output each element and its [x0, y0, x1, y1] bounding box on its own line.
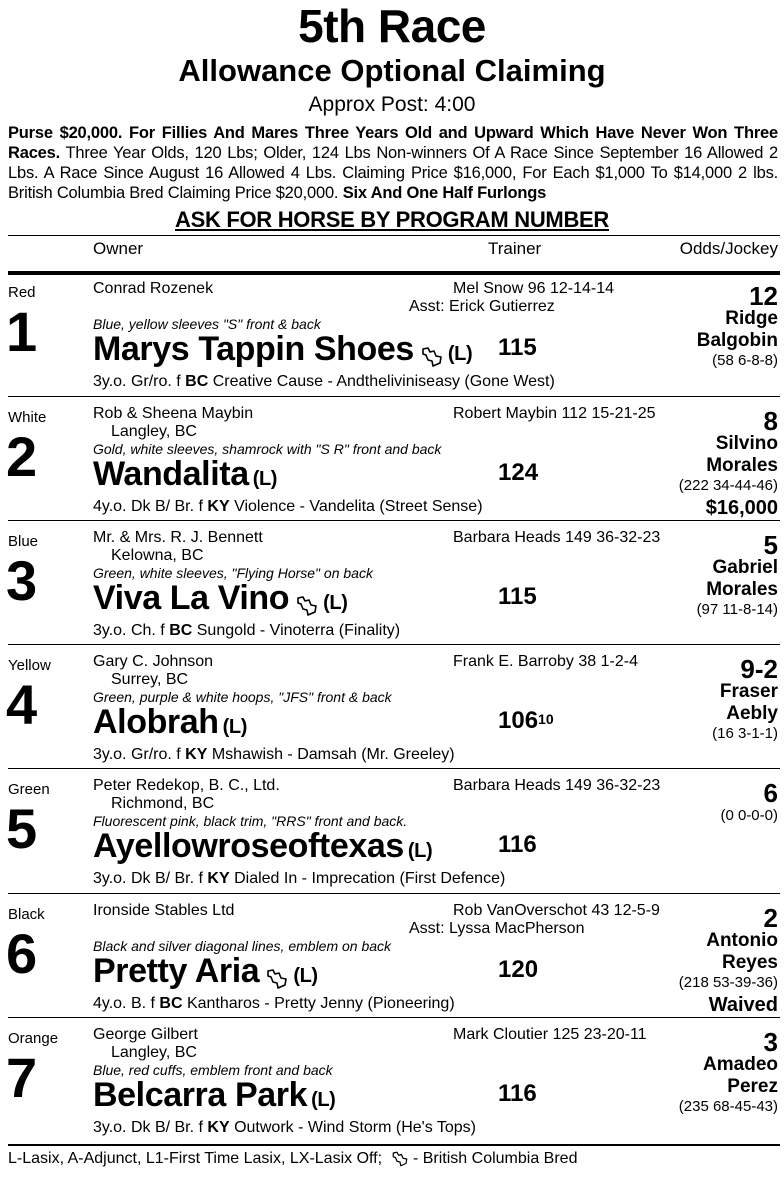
weight — [498, 831, 537, 859]
saddlecloth-color: Green — [8, 781, 50, 798]
sire-dam: Outwork - Wind Storm (He's Tops) — [229, 1119, 477, 1136]
bred-state: BC — [185, 373, 209, 390]
lasix-indicator: (L) — [252, 468, 278, 490]
race-type: Allowance Optional Claiming — [178, 53, 606, 88]
trainer-name: Barbara Heads 149 36-32-23 — [453, 777, 661, 794]
bc-map-icon — [420, 338, 444, 364]
trainer-name: Rob VanOverschot 43 12-5-9 — [453, 902, 660, 919]
weight-value: 124 — [498, 459, 539, 486]
assistant-trainer: Asst: Erick Gutierrez — [409, 298, 555, 315]
pedigree — [93, 1118, 476, 1138]
saddlecloth-color: Blue — [8, 533, 39, 550]
weight-value: 116 — [498, 831, 537, 858]
horse-name: Viva La Vino — [93, 579, 290, 617]
age-sex: 4y.o. Dk B/ Br. f — [93, 498, 208, 515]
owner-name: Gary C. Johnson — [93, 653, 214, 670]
weight — [498, 1080, 537, 1108]
post-time: Approx Post: 4:00 — [308, 93, 476, 116]
jockey-first-name: Fraser — [719, 681, 778, 702]
owner-location: Surrey, BC — [111, 671, 189, 688]
horse-name: Marys Tappin Shoes — [93, 330, 414, 368]
jockey-first-name: Antonio — [706, 930, 778, 951]
lasix-indicator: (L) — [407, 840, 433, 862]
lasix-indicator: (L) — [222, 716, 247, 738]
morning-line-odds: 3 — [763, 1027, 778, 1057]
pedigree — [93, 994, 455, 1014]
weight — [498, 707, 554, 735]
pedigree — [93, 372, 555, 392]
lasix-indicator: (L) — [311, 1089, 336, 1111]
trainer-name: Robert Maybin 112 15-21-25 — [453, 405, 656, 422]
entry-row — [0, 894, 784, 1018]
bred-state: KY — [207, 1119, 230, 1136]
sire-dam: Creative Cause - Andtheliviniseasy (Gone West) — [208, 373, 555, 390]
weight-value: 115 — [498, 583, 537, 610]
silks-description: Black and silver diagonal lines, emblem on back — [93, 938, 392, 954]
morning-line-odds: 5 — [763, 530, 778, 560]
footer-legend — [8, 1149, 577, 1169]
weight — [498, 956, 538, 984]
sire-dam: Dialed In - Imprecation (First Defence) — [229, 870, 506, 887]
age-sex: 4y.o. B. f — [93, 995, 160, 1012]
race-conditions — [0, 118, 784, 203]
jockey-first-name: Silvino — [715, 433, 778, 454]
entry-row — [0, 397, 784, 521]
horse-name-line — [93, 825, 432, 872]
pedigree — [93, 745, 455, 765]
entry-row — [0, 769, 784, 894]
morning-line-odds: 8 — [763, 406, 778, 436]
trainer-name: Mel Snow 96 12-14-14 — [453, 280, 614, 297]
jockey-stats: (0 0-0-0) — [720, 807, 778, 824]
silks-description: Blue, yellow sleeves "S" front & back — [93, 316, 321, 332]
ask-banner: ASK FOR HORSE BY PROGRAM NUMBER — [175, 207, 609, 232]
owner-name: Conrad Rozenek — [93, 280, 214, 297]
conditions-weights: Three Year Olds, 120 Lbs; Older, 124 Lbs Non-winners Of A Race Since September 16 Allowed 2 Lbs. A Race Since August 16 Allowed 4 Lbs. Claiming Price $16,000, For Each $1,000 To $14,000 2 lbs. British Columbia Bred Claiming Price $20,000. — [8, 144, 778, 202]
age-sex: 3y.o. Ch. f — [93, 622, 170, 639]
silks-description: Gold, white sleeves, shamrock with "S R" front and back — [93, 441, 442, 457]
jockey-last-name: Aebly — [726, 703, 778, 724]
weight-value: 120 — [498, 956, 539, 983]
jockey-last-name: Reyes — [722, 952, 778, 973]
jockey-last-name: Balgobin — [696, 330, 778, 351]
morning-line-odds: 12 — [749, 281, 778, 311]
bc-map-icon — [295, 587, 319, 613]
owner-location: Richmond, BC — [111, 795, 215, 812]
apprentice-allowance: 10 — [538, 711, 554, 727]
jockey-stats: (222 34-44-46) — [678, 477, 778, 494]
claim-price: Waived — [708, 994, 778, 1016]
entry-row — [0, 521, 784, 645]
horse-name-line — [93, 577, 348, 624]
jockey-stats: (218 53-39-36) — [678, 974, 778, 991]
owner-name: Rob & Sheena Maybin — [93, 405, 254, 422]
race-title: 5th Race — [298, 0, 486, 52]
age-sex: 3y.o. Gr/ro. f — [93, 373, 186, 390]
jockey-stats: (58 6-8-8) — [712, 352, 778, 369]
conditions-distance: Six And One Half Furlongs — [338, 184, 547, 202]
jockey-last-name: Morales — [706, 579, 778, 600]
horse-name-line — [93, 701, 247, 748]
horse-name-line — [93, 453, 277, 500]
silks-description: Green, white sleeves, "Flying Horse" on back — [93, 565, 373, 581]
owner-column-header: Owner — [93, 239, 144, 258]
bred-state: KY — [185, 746, 208, 763]
pedigree — [93, 869, 505, 889]
trainer-name: Mark Cloutier 125 23-20-11 — [453, 1026, 647, 1043]
program-number: 3 — [6, 549, 38, 612]
weight-value: 115 — [498, 334, 537, 361]
jockey-last-name: Morales — [706, 455, 778, 476]
age-sex: 3y.o. Dk B/ Br. f — [93, 870, 208, 887]
bred-state: BC — [169, 622, 193, 639]
sire-dam: Sungold - Vinoterra (Finality) — [192, 622, 401, 639]
bred-state: BC — [159, 995, 183, 1012]
weight-value: 106 — [498, 707, 539, 734]
horse-name: Belcarra Park — [93, 1076, 308, 1114]
pedigree — [93, 497, 483, 517]
jockey-first-name: Ridge — [725, 308, 778, 329]
sire-dam: Kantharos - Pretty Jenny (Pioneering) — [182, 995, 455, 1012]
saddlecloth-color: Orange — [8, 1030, 59, 1047]
bred-state: KY — [207, 870, 230, 887]
jockey-first-name: Amadeo — [703, 1054, 778, 1075]
saddlecloth-color: Red — [8, 284, 36, 301]
program-number: 7 — [6, 1046, 38, 1109]
entry-row — [0, 272, 784, 397]
odds-jockey-column-header: Odds/Jockey — [679, 239, 778, 258]
horse-name-line — [93, 328, 472, 375]
race-header — [0, 0, 784, 118]
owner-location: Langley, BC — [111, 1044, 197, 1061]
morning-line-odds: 6 — [763, 778, 778, 808]
program-number: 6 — [6, 922, 38, 985]
trainer-name: Barbara Heads 149 36-32-23 — [453, 529, 661, 546]
horse-name: Wandalita — [93, 455, 249, 493]
saddlecloth-color: White — [8, 409, 47, 426]
trainer-column-header: Trainer — [488, 239, 542, 258]
footer-divider — [8, 1145, 780, 1146]
owner-name: Mr. & Mrs. R. J. Bennett — [93, 529, 263, 546]
program-number: 5 — [6, 797, 38, 860]
saddlecloth-color: Black — [8, 906, 45, 923]
age-sex: 3y.o. Gr/ro. f — [93, 746, 186, 763]
jockey-stats: (97 11-8-14) — [696, 601, 778, 618]
lasix-indicator: (L) — [447, 343, 473, 365]
trainer-name: Frank E. Barroby 38 1-2-4 — [453, 653, 638, 670]
program-number: 4 — [6, 673, 38, 736]
silks-description: Fluorescent pink, black trim, "RRS" front and back. — [93, 813, 408, 829]
bc-map-icon — [391, 1150, 409, 1168]
claim-price: $16,000 — [705, 497, 778, 519]
horse-name-line — [93, 1074, 335, 1121]
pedigree — [93, 621, 400, 641]
jockey-first-name: Gabriel — [712, 557, 778, 578]
bc-legend-text: - British Columbia Bred — [412, 1150, 578, 1167]
jockey-last-name: Perez — [727, 1076, 778, 1097]
owner-name: Ironside Stables Ltd — [93, 902, 235, 919]
entry-row — [0, 645, 784, 769]
column-headers — [0, 233, 784, 269]
saddlecloth-color: Yellow — [8, 657, 51, 674]
morning-line-odds: 2 — [763, 903, 778, 933]
silks-description: Blue, red cuffs, emblem front and back — [93, 1062, 333, 1078]
entry-row — [0, 1018, 784, 1145]
legend-text: L-Lasix, A-Adjunct, L1-First Time Lasix, LX-Lasix Off; — [8, 1150, 383, 1167]
horse-name: Ayellowroseoftexas — [93, 827, 404, 865]
program-number: 1 — [6, 300, 38, 363]
bc-map-icon — [265, 960, 289, 986]
weight — [498, 459, 538, 487]
conditions-purse: Purse $20,000. For Fillies And Mares Three Years Old and Upward Which Have Never Won Three Races. — [8, 124, 778, 162]
horse-name: Pretty Aria — [93, 952, 260, 990]
silks-description: Green, purple & white hoops, "JFS" front & back — [93, 689, 392, 705]
jockey-stats: (16 3-1-1) — [712, 725, 778, 742]
jockey-stats: (235 68-45-43) — [678, 1098, 778, 1115]
morning-line-odds: 9-2 — [740, 654, 778, 684]
horse-name: Alobrah — [93, 703, 219, 741]
sire-dam: Mshawish - Damsah (Mr. Greeley) — [207, 746, 455, 763]
horse-name-line — [93, 950, 318, 997]
program-number: 2 — [6, 425, 38, 488]
weight — [498, 583, 537, 611]
age-sex: 3y.o. Dk B/ Br. f — [93, 1119, 208, 1136]
owner-name: George Gilbert — [93, 1026, 198, 1043]
bred-state: KY — [207, 498, 230, 515]
owner-name: Peter Redekop, B. C., Ltd. — [93, 777, 280, 794]
sire-dam: Violence - Vandelita (Street Sense) — [229, 498, 483, 515]
lasix-indicator: (L) — [293, 965, 318, 987]
owner-location: Kelowna, BC — [111, 547, 204, 564]
lasix-indicator: (L) — [323, 592, 348, 614]
weight — [498, 334, 537, 362]
owner-location: Langley, BC — [111, 423, 197, 440]
weight-value: 116 — [498, 1080, 537, 1107]
assistant-trainer: Asst: Lyssa MacPherson — [409, 920, 585, 937]
